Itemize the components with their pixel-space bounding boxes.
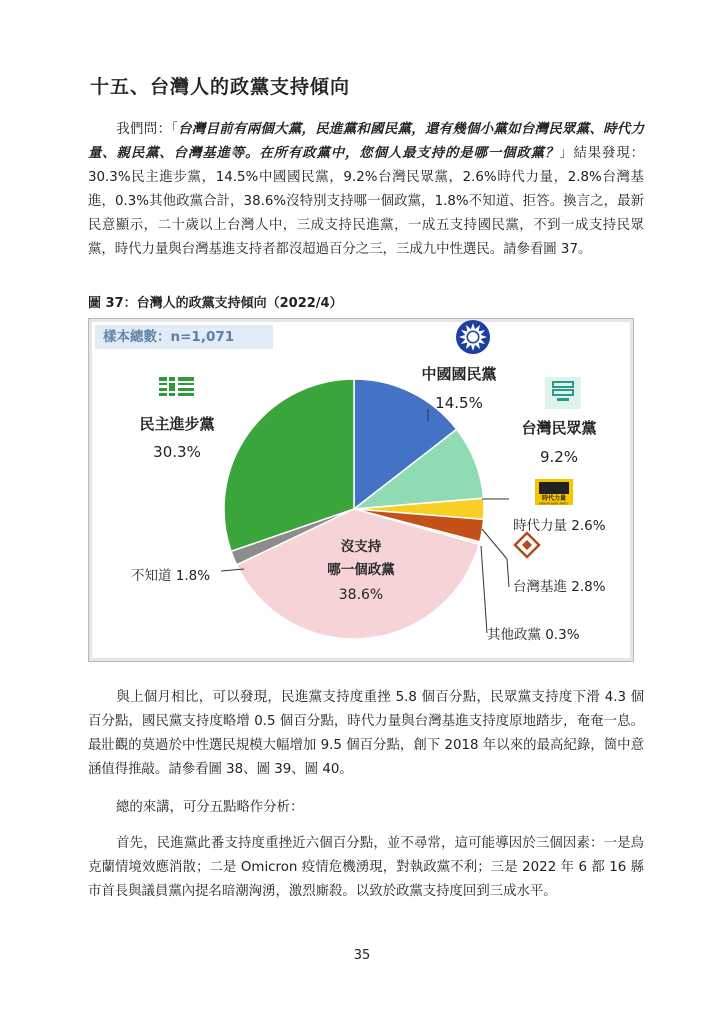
kmt-logo-icon (456, 320, 490, 354)
label-dpp: 民主進步黨 (139, 415, 215, 433)
intro-suffix: 」結果發現：30.3%民主進步黨，14.5%中國國民黨，9.2%台灣民眾黨，2.6%時代力量，2.8%台灣基進，0.3%其他政黨合計，38.6%沒特別支持哪一個政黨，1.8%不知道、拒答。換言之，最新民意顯示，二十歲以上台灣人中，三成支持民進黨，一成五支持國民黨，不到一成支持民眾黨，時代力量與台灣基進支持者都沒超過百分之三，三成九中性選民。請參看圖 37。 (88, 146, 645, 257)
label-tpp: 台灣民眾黨 (521, 419, 597, 437)
figure-caption: 圖 37：台灣人的政黨支持傾向（2022/4） (88, 296, 343, 311)
label-npp: 時代力量 2.6% (513, 518, 606, 534)
npp-logo-icon (535, 479, 573, 506)
label-other: 其他政黨 0.3% (487, 627, 580, 643)
tsp-logo-icon (515, 533, 539, 557)
value-dpp: 30.3% (153, 443, 201, 461)
section-heading: 十五、台灣人的政黨支持傾向 (90, 76, 351, 98)
sample-size-label: 樣本總數：n=1,071 (95, 325, 273, 349)
paragraph-comparison (88, 686, 644, 782)
summary-intro-text: 總的來講，可分五點略作分析： (116, 800, 304, 815)
paragraph-first-point (88, 832, 644, 904)
label-tsp: 台灣基進 2.8% (513, 579, 606, 595)
label-kmt: 中國國民黨 (421, 365, 497, 383)
npp-logo-text: 時代力量 (541, 495, 567, 502)
paragraph-intro (88, 118, 644, 262)
leader-line-other (481, 546, 487, 633)
label-unknown: 不知道 1.8% (131, 568, 211, 584)
tpp-logo-icon (545, 377, 581, 409)
value-tpp: 9.2% (539, 448, 579, 466)
survey-question: 台灣目前有兩個大黨，民進黨和國民黨，還有幾個小黨如台灣民眾黨、時代力量、親民黨、台灣基進等。在所有政黨中，您個人最支持的是哪一個政黨？ (88, 122, 644, 161)
page-number: 35 (353, 948, 371, 963)
intro-prefix: 我們問：「 (116, 122, 179, 137)
value-none: 38.6% (338, 587, 384, 603)
leader-line-tsp (482, 529, 509, 587)
first-point-text: 首先，民進黨此番支持度重挫近六個百分點，並不尋常，這可能導因於三個因素：一是烏克蘭情境效應消散；二是 Omicron 疫情危機湧現，對執政黨不利；三是 2022 年 6 都 16 縣市首長與議員黨內提名暗潮洶湧，激烈廝殺。以致於政黨支持度回到三成水平。 (88, 836, 644, 899)
pie-chart (89, 319, 633, 661)
dpp-logo-icon (159, 377, 194, 396)
npp-logo-subtext: NEW POWER PARTY (539, 501, 569, 506)
label-none-line2: 哪一個政黨 (327, 562, 395, 578)
label-none-line1: 沒支持 (340, 539, 382, 555)
paragraph-summary-intro (88, 796, 644, 820)
value-kmt: 14.5% (435, 394, 483, 412)
comparison-text: 與上個月相比，可以發現，民進黨支持度重挫 5.8 個百分點，民眾黨支持度下滑 4.3 個百分點，國民黨支持度略增 0.5 個百分點，時代力量與台灣基進支持度原地踏步，奄奄一息。最壯觀的莫過於中性選民規模大幅增加 9.5 個百分點，創下 2018 年以來的最高紀錄，箇中意涵值得推敲。請參看圖 38、圖 39、圖 40。 (88, 690, 644, 777)
pie-chart-frame (88, 318, 634, 662)
